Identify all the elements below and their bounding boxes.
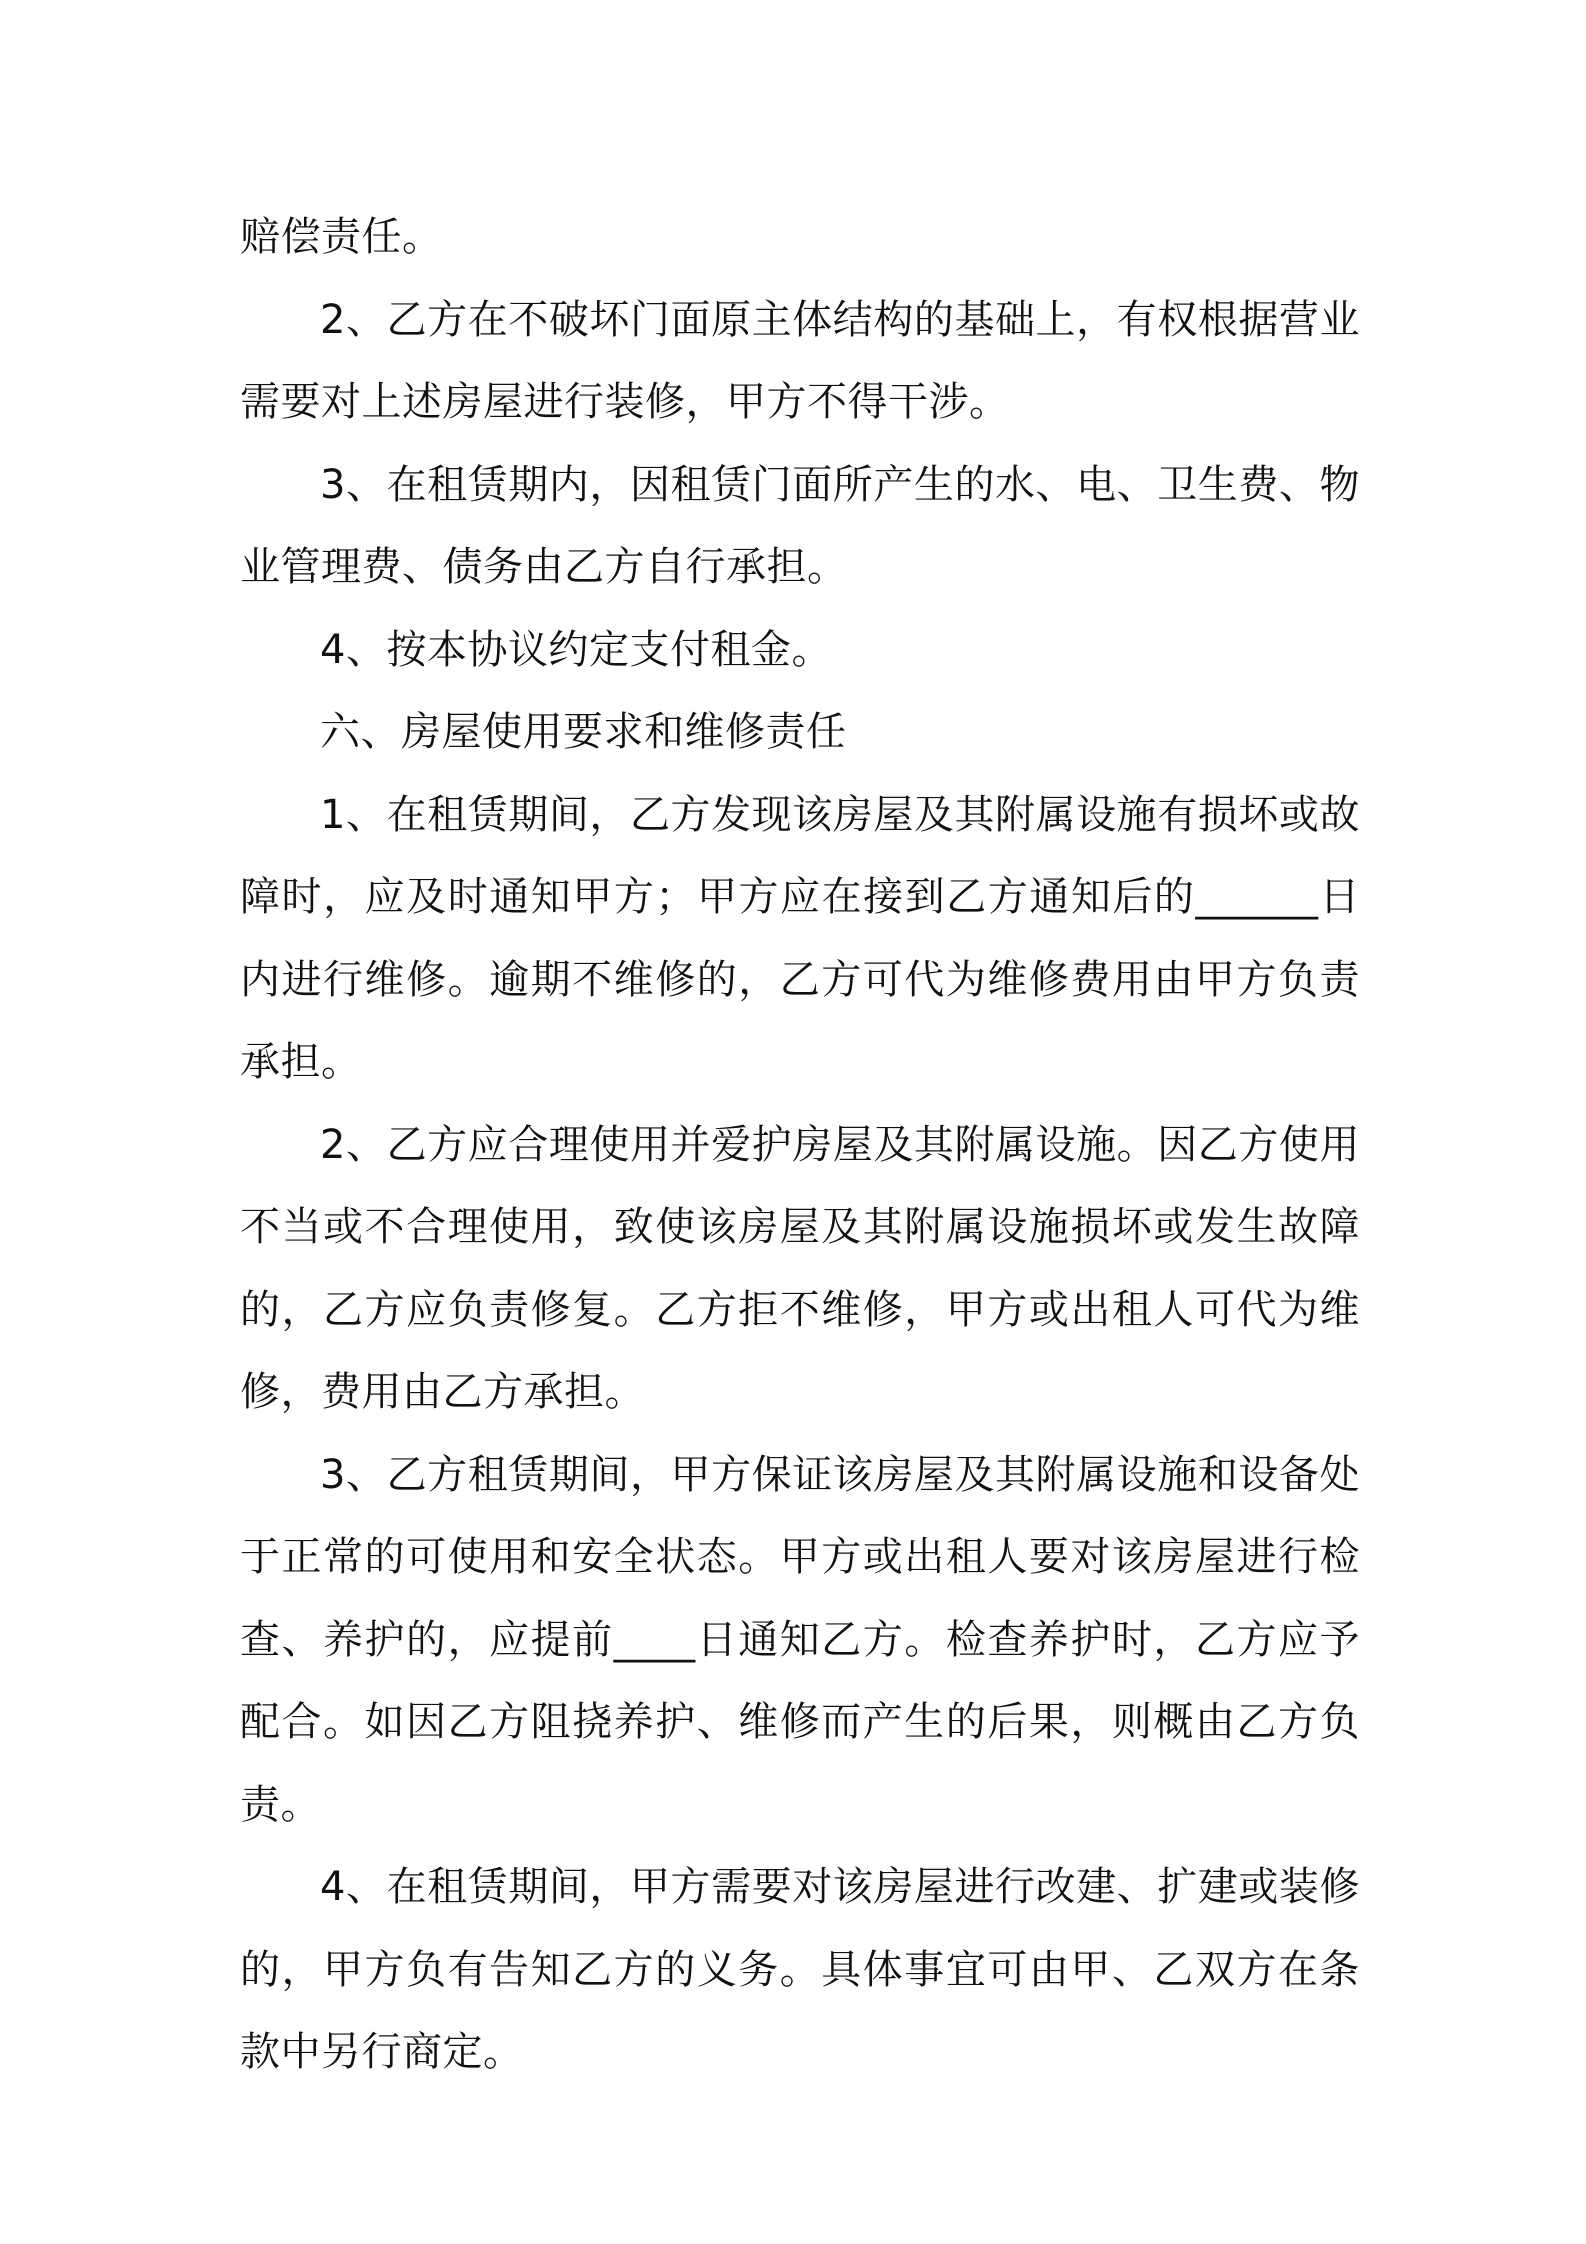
paragraph-clause-5-3: 3、在租赁期内，因租赁门面所产生的水、电、卫生费、物业管理费、债务由乙方自行承担。 (240, 461, 1360, 590)
section-heading-6: 六、房屋使用要求和维修责任 (320, 709, 847, 755)
paragraph-clause-6-2: 2、乙方应合理使用并爱护房屋及其附属设施。因乙方使用不当或不合理使用，致使该房屋及其附属设施损坏或发生故障的，乙方应负责修复。乙方拒不维修，甲方或出租人可代为维修，费用由乙方承担。 (240, 1121, 1360, 1415)
paragraph-continuation: 赔偿责任。 (240, 214, 443, 260)
paragraph-clause-6-1: 1、在租赁期间，乙方发现该房屋及其附属设施有损坏或故障时，应及时通知甲方；甲方应在接到乙方通知后的______日内进行维修。逾期不维修的，乙方可代为维修费用由甲方负责承担。 (240, 791, 1360, 1085)
paragraph-clause-6-4: 4、在租赁期间，甲方需要对该房屋进行改建、扩建或装修的，甲方负有告知乙方的义务。具体事宜可由甲、乙双方在条款中另行商定。 (240, 1864, 1360, 2075)
paragraph-clause-5-4: 4、按本协议约定支付租金。 (320, 626, 832, 673)
paragraph-clause-6-3: 3、乙方租赁期间，甲方保证该房屋及其附属设施和设备处于正常的可使用和安全状态。甲方或出租人要对该房屋进行检查、养护的，应提前____日通知乙方。检查养护时，乙方应予配合。如因乙方阻挠养护、维修而产生的后果，则概由乙方负责。 (240, 1451, 1360, 1828)
paragraph-clause-5-2: 2、乙方在不破坏门面原主体结构的基础上，有权根据营业需要对上述房屋进行装修，甲方不得干涉。 (240, 296, 1360, 425)
document-body (240, 196, 1360, 2094)
